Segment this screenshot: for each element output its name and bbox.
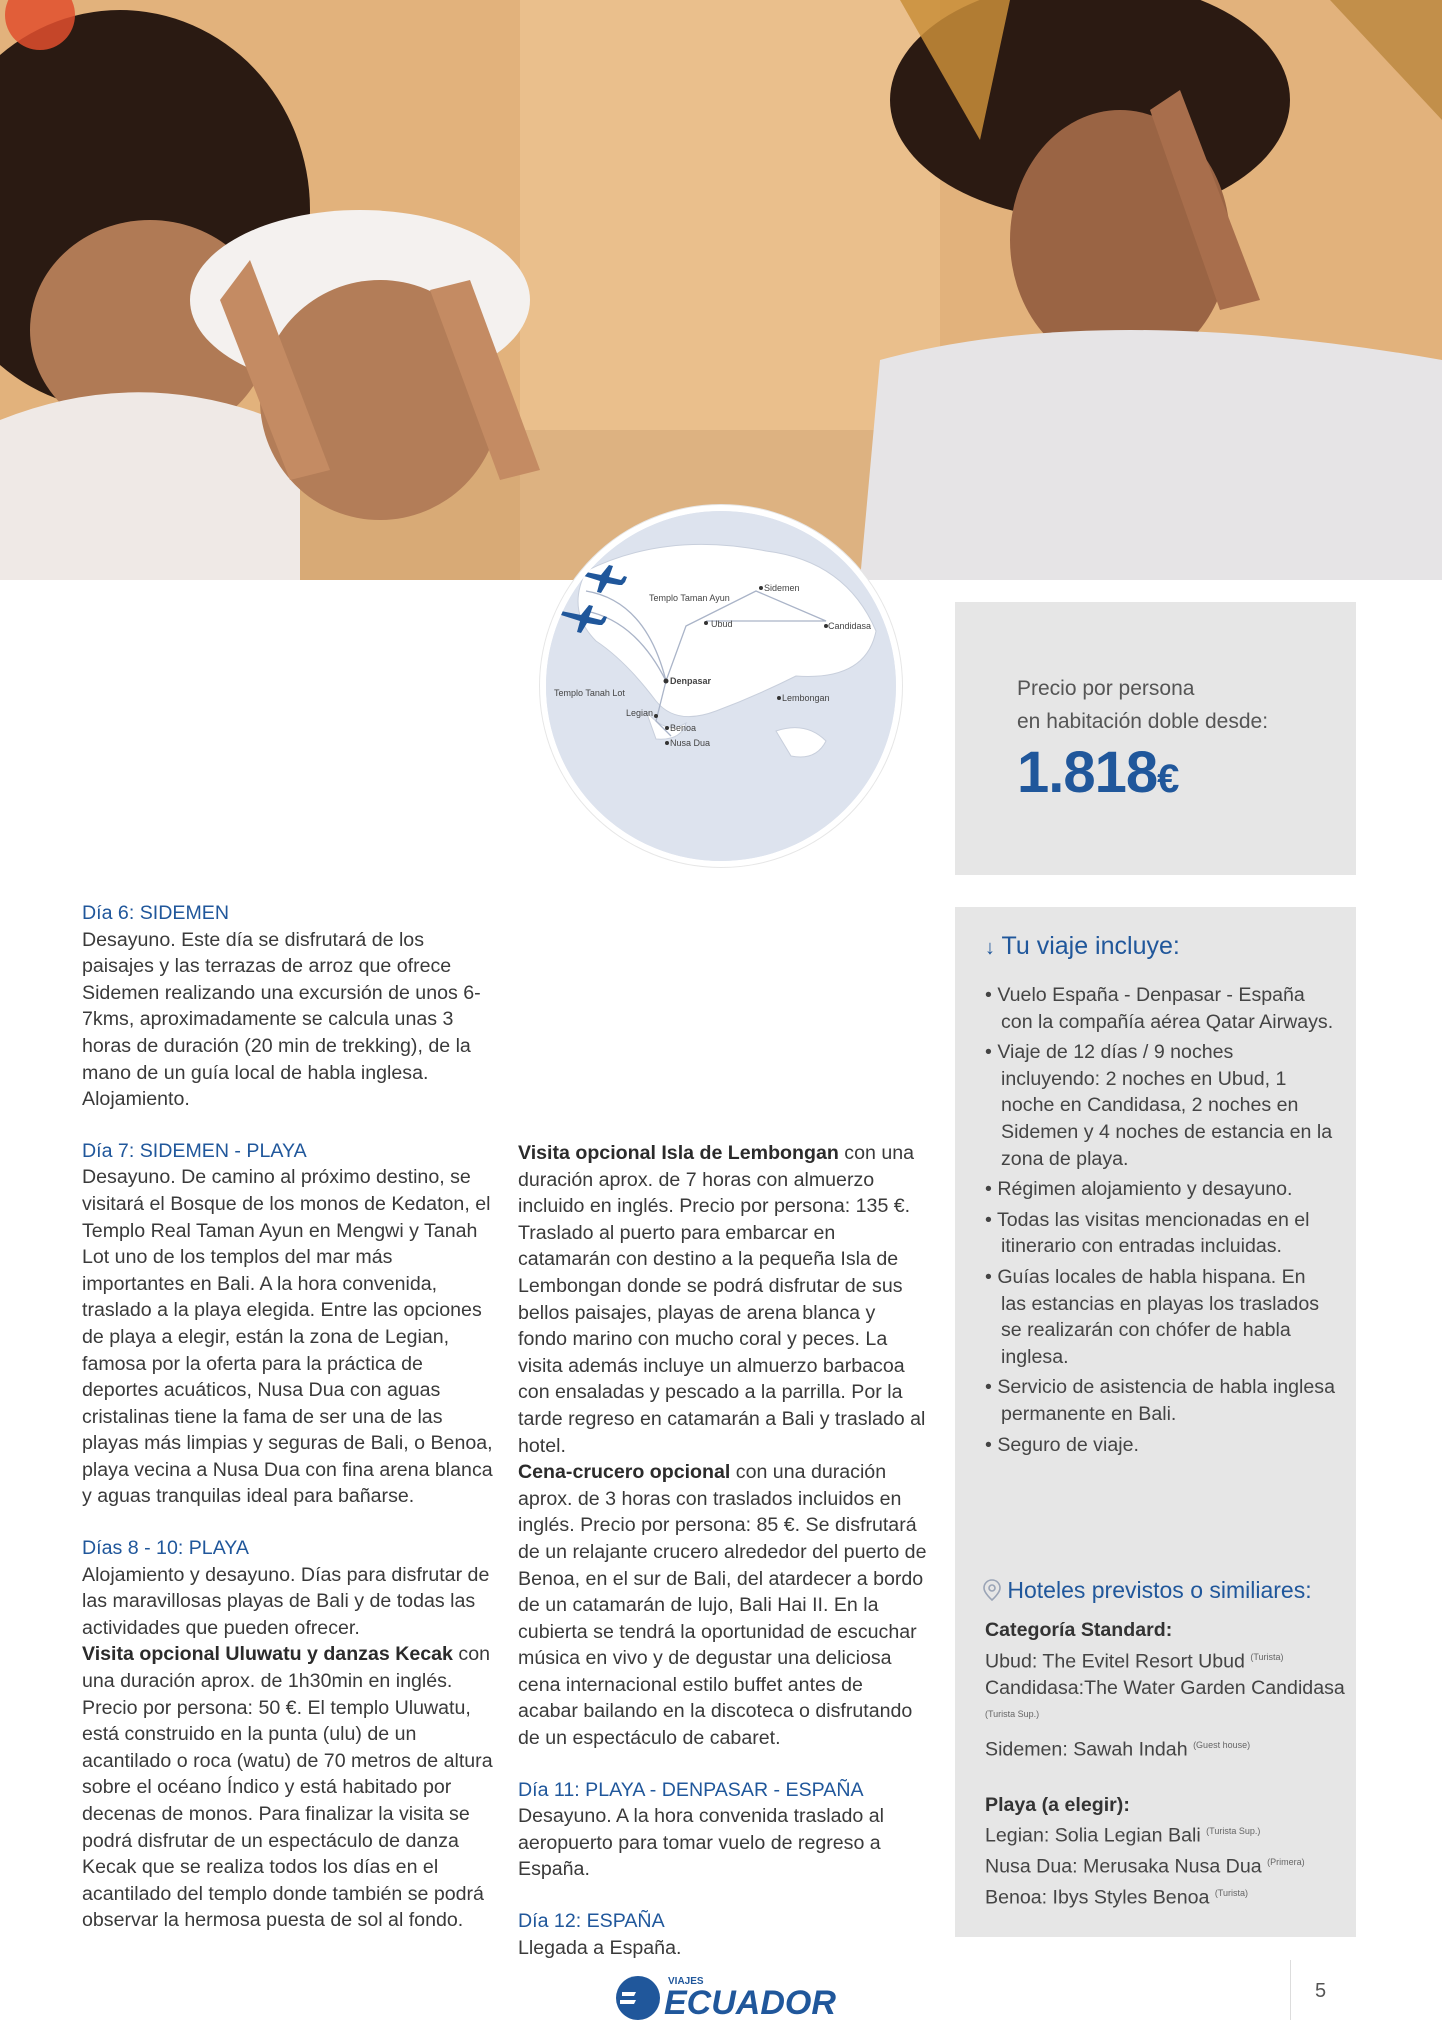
itinerary-column-2: [518, 1140, 928, 1961]
day11-text: Desayuno. A la hora convenida traslado al aeropuerto para tomar vuelo de regreso a España.: [518, 1805, 884, 1881]
day12-text: Llegada a España.: [518, 1936, 682, 1959]
day7-title: Día 7: SIDEMEN - PLAYA: [82, 1139, 307, 1162]
logo-small-text: VIAJES: [668, 1976, 704, 1987]
uluwatu-title: Visita opcional Uluwatu y danzas Kecak: [82, 1643, 453, 1666]
map-label-denpasar: Denpasar: [670, 676, 712, 686]
uluwatu-paragraph: [82, 1641, 500, 1934]
includes-box: [955, 907, 1356, 1937]
footer-divider: [1290, 1960, 1291, 2020]
hero-illustration: [0, 0, 1442, 580]
price-amount: 1.818: [1017, 740, 1158, 805]
hotel-item: Benoa: Ibys Styles Benoa $^{(Turista)}$: [985, 1886, 1249, 1909]
cena-text: con una duración aprox. de 3 horas con traslados incluidos en inglés. Precio por persona: 85 €. Se disfrutará de un relajante crucero alrededor del puerto de Benoa, en el sur de Bali, del atardecer a bordo de un catamarán de lujo, Bali Hai II. En la cubierta se tendrá la oportunidad de escuchar música en vivo y de degustar una deliciosa cena internacional estilo buffet antes de acabar bailando en la discoteca o disfrutando de un espectáculo de cabaret.: [518, 1461, 927, 1750]
hotel-item: Candidasa:The Water Garden Candidasa $^{(Turista Sup.)}$: [985, 1676, 1345, 1720]
arrow-down-icon: ↓: [985, 937, 995, 959]
beach-category-label: Playa (a elegir):: [985, 1793, 1130, 1816]
list-item: • Servicio de asistencia de habla inglesa permanente en Bali.: [985, 1376, 1335, 1425]
price-label-line1: Precio por persona: [1017, 677, 1195, 700]
day7-text: Desayuno. De camino al próximo destino, se visitará el Bosque de los monos de Kedaton, el Templo Real Taman Ayun en Mengwi y Tanah Lot uno de los templos del mar más importantes en Bali. A la hora convenida, traslado a la playa elegida. Entre las opciones de playa a elegir, están la zona de Legian, famosa por la oferta para la práctica de deportes acuáticos, Nusa Dua con aguas cristalinas tiene la fama de ser una de las playas más limpias y seguras de Bali, o Benoa, playa vecina a Nusa Dua con fina arena blanca y aguas tranquilas ideal para bañarse.: [82, 1166, 493, 1508]
includes-list: [985, 982, 1335, 1462]
route-map: [540, 505, 902, 867]
lembongan-text: con una duración aprox. de 7 horas con almuerzo incluido en inglés. Precio por persona: 135 €. Traslado al puerto para embarcar en catamarán con destino a la pequeña Isla de Lembongan donde se podrá disfrutar de sus bellos paisajes, playas de arena blanca y fondo marino con mucho coral y peces. La visita además incluye un almuerzo barbacoa con ensaladas y pescado a la parrilla. Por la tarde regreso en catamarán a Bali y traslado al hotel.: [518, 1142, 926, 1457]
map-label-nusa-dua: Nusa Dua: [670, 738, 711, 748]
uluwatu-text: con una duración aprox. de 1h30min en inglés. Precio por persona: 50 €. El templo Uluwatu, está construido en la punta (ulu) de un acantilado o roca (watu) de 70 metros de altura sobre el océano Índico y está habitado por decenas de monos. Para finalizar la visita se podrá disfrutar de un espectáculo de danza Kecak que se realiza todos los días en el acantilado del templo donde también se podrá observar la hermosa puesta de sol al fondo.: [82, 1643, 493, 1932]
viajes-ecuador-logo: [610, 1968, 840, 2024]
list-item: • Vuelo España - Denpasar - España con la compañía aérea Qatar Airways.: [985, 984, 1334, 1033]
list-item: • Viaje de 12 días / 9 noches incluyendo: 2 noches en Ubud, 1 noche en Candidasa, 2 noches en Sidemen y 4 noches de estancia en la zona de playa.: [985, 1041, 1333, 1170]
map-label-sidemen: Sidemen: [764, 583, 800, 593]
logo-big-text: ECUADOR: [664, 1984, 836, 2022]
price-box: [955, 602, 1356, 875]
map-label-ubud: Ubud: [711, 619, 733, 629]
price-currency: €: [1157, 757, 1179, 801]
logo-mark: [610, 1968, 840, 2024]
hotel-item: Ubud: The Evitel Resort Ubud $^{(Turista)}$: [985, 1650, 1284, 1673]
day8-text: Alojamiento y desayuno. Días para disfrutar de las maravillosas playas de Bali y de todas las actividades que pueden ofrecer.: [82, 1563, 490, 1639]
itinerary-column-1: [82, 900, 500, 1934]
includes-title-text: Tu viaje incluye:: [1001, 932, 1180, 960]
cena-paragraph: [518, 1459, 928, 1752]
day8-title: Días 8 - 10: PLAYA: [82, 1537, 249, 1560]
lembongan-title: Visita opcional Isla de Lembongan: [518, 1142, 839, 1164]
bali-map-illustration: [546, 511, 896, 861]
list-item: • Seguro de viaje.: [985, 1433, 1139, 1456]
map-label-candidasa: Candidasa: [828, 621, 872, 631]
day12-title: Día 12: ESPAÑA: [518, 1910, 665, 1933]
list-item: • Régimen alojamiento y desayuno.: [985, 1178, 1293, 1201]
hotel-item: Sidemen: Sawah Indah $^{(Guest house)}$: [985, 1738, 1251, 1761]
map-label-tanah-lot: Templo Tanah Lot: [554, 688, 625, 698]
map-label-taman-ayun: Templo Taman Ayun: [649, 593, 730, 603]
map-label-lembongan: Lembongan: [782, 693, 830, 703]
hotels-title-text: Hoteles previstos o similiares:: [1007, 1577, 1312, 1603]
day6-text: Desayuno. Este día se disfrutará de los paisajes y las terrazas de arroz que ofrece Sidemen realizando una excursión de unos 6-7kms, aproximadamente se calcula unas 3 horas de duración (20 min de trekking), de la mano de un guía local de habla inglesa. Alojamiento.: [82, 928, 481, 1111]
page-number: 5: [1315, 1980, 1327, 2002]
day11-title: Día 11: PLAYA - DENPASAR - ESPAÑA: [518, 1778, 864, 1801]
cena-title: Cena-crucero opcional: [518, 1461, 731, 1484]
price-label-line2: en habitación doble desde:: [1017, 710, 1269, 733]
list-item: • Guías locales de habla hispana. En las estancias en playas los traslados se realizarán con chófer de habla inglesa.: [985, 1265, 1320, 1368]
price-label: [1017, 672, 1268, 738]
map-label-legian: Legian: [626, 708, 654, 718]
standard-category-label: Categoría Standard:: [985, 1619, 1173, 1641]
map-label-benoa: Benoa: [670, 723, 697, 733]
hotels-title: [983, 1577, 1312, 1604]
list-item: • Todas las visitas mencionadas en el itinerario con entradas incluidas.: [985, 1208, 1310, 1258]
price-value: [1017, 739, 1178, 806]
hotel-item: Legian: Solia Legian Bali $^{(Turista Sup.)}$: [985, 1824, 1261, 1847]
hotel-item: Nusa Dua: Merusaka Nusa Dua $^{(Primera)}$: [985, 1855, 1305, 1878]
hero-photo: [0, 0, 1442, 580]
location-pin-icon: [983, 1579, 1001, 1601]
lembongan-paragraph: [518, 1140, 928, 1459]
includes-title: [985, 932, 1180, 961]
hotels-list: [985, 1617, 1345, 1912]
day6-title: Día 6: SIDEMEN: [82, 902, 229, 924]
